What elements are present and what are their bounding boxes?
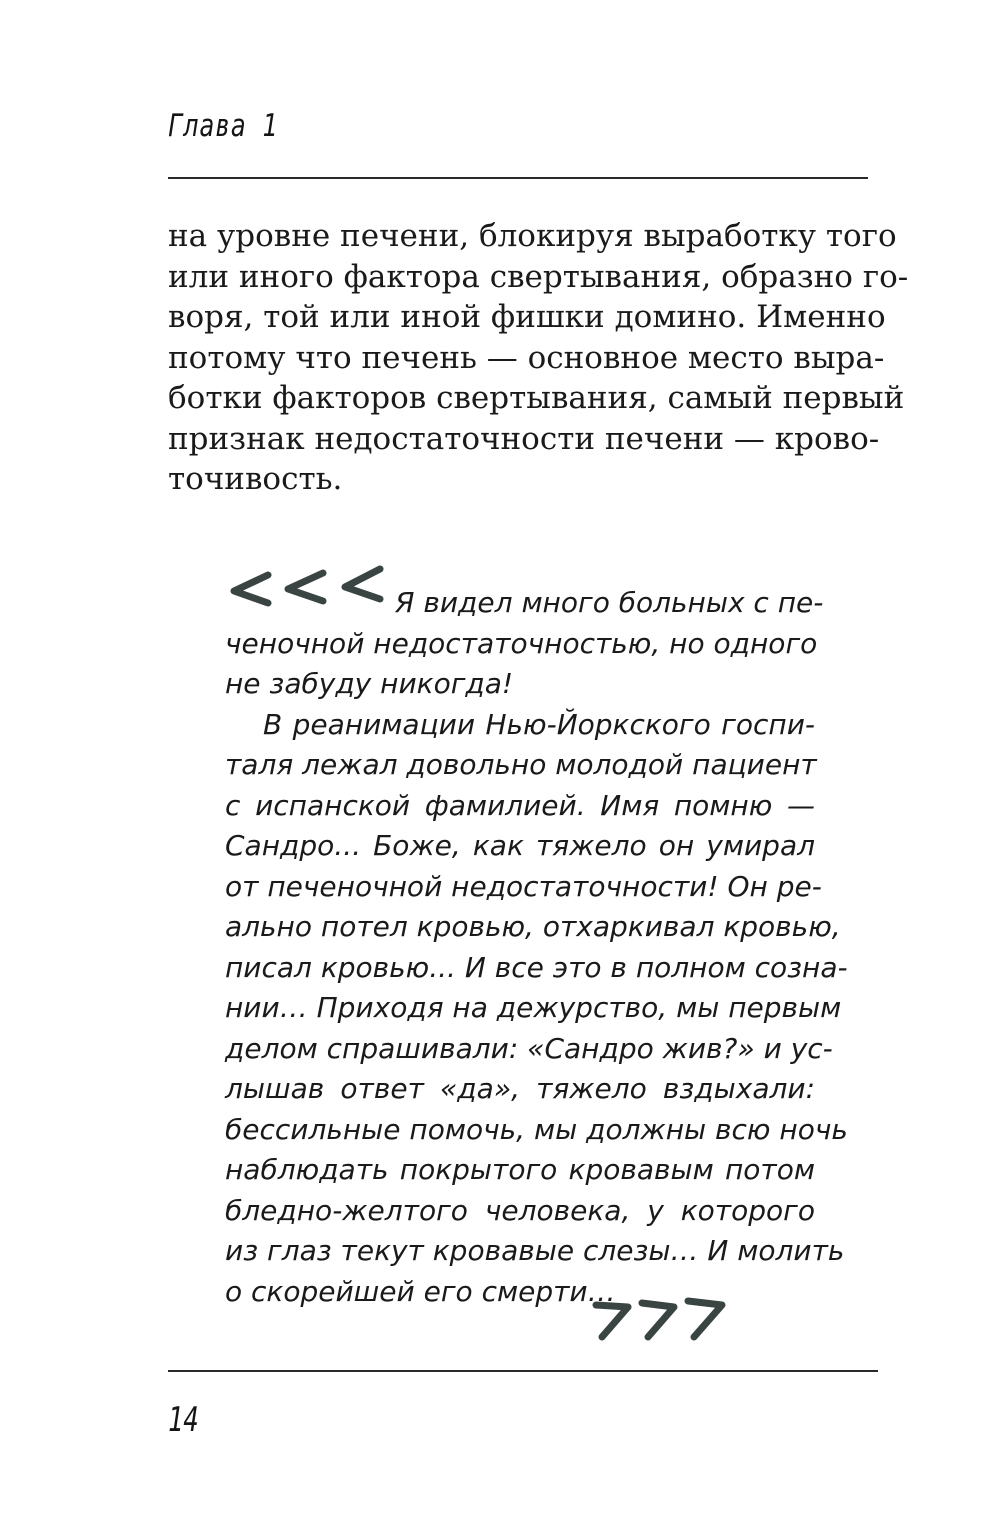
body-line: ботки факторов свертывания, самый первый [168, 380, 905, 416]
pull-quote [225, 583, 848, 1312]
quote-line: о скорейшей его смерти… [225, 1274, 616, 1308]
quote-line: от печеночной недостаточности! Он ре- [225, 869, 822, 903]
body-line: потому что печень — основное место выра- [168, 339, 885, 376]
quote-line: ченочной недостаточностью, но одного [225, 626, 818, 660]
quote-line: с испанской фамилией. Имя помню — [225, 788, 815, 822]
quote-line: таля лежал довольно молодой пациент [225, 748, 817, 781]
quote-line: Сандро... Боже, как тяжело он умирал [225, 829, 815, 862]
body-paragraph [168, 216, 909, 500]
body-line: или иного фактора свертывания, образно го- [168, 258, 909, 295]
closing-quote-marks-icon [590, 1295, 730, 1345]
quote-line: нии… Приходя на дежурство, мы первым [225, 991, 842, 1024]
quote-line: лышав ответ «да», тяжело вздыхали: [225, 1072, 815, 1105]
quote-line: из глаз текут кровавые слезы… И молить [225, 1234, 845, 1267]
quote-line: бессильные помочь, мы должны всю ночь [225, 1112, 848, 1146]
footer-divider [168, 1370, 878, 1372]
quote-line: писал кровью... И все это в полном созна- [225, 950, 848, 984]
body-line: признак недостаточности печени — крово- [168, 420, 880, 457]
body-line: точивость. [168, 461, 343, 497]
quote-line: Я видел много больных с пе- [395, 586, 824, 619]
chapter-title: Глава 1 [168, 108, 279, 144]
body-line: на уровне печени, блокируя выработку того [168, 218, 897, 254]
quote-line: бледно-желтого человека, у которого [225, 1193, 815, 1227]
header-divider [168, 177, 868, 179]
quote-line: ально потел кровью, отхаркивал кровью, [225, 910, 841, 943]
body-line: воря, той или иной фишки домино. Именно [168, 299, 886, 335]
quote-line: делом спрашивали: «Сандро жив?» и ус- [225, 1031, 833, 1065]
page-number: 14 [168, 1400, 199, 1440]
quote-line: наблюдать покрытого кровавым потом [225, 1153, 815, 1186]
quote-line: не забуду никогда! [225, 667, 514, 700]
quote-line: В реанимации Нью-Йоркского госпи- [263, 707, 815, 741]
